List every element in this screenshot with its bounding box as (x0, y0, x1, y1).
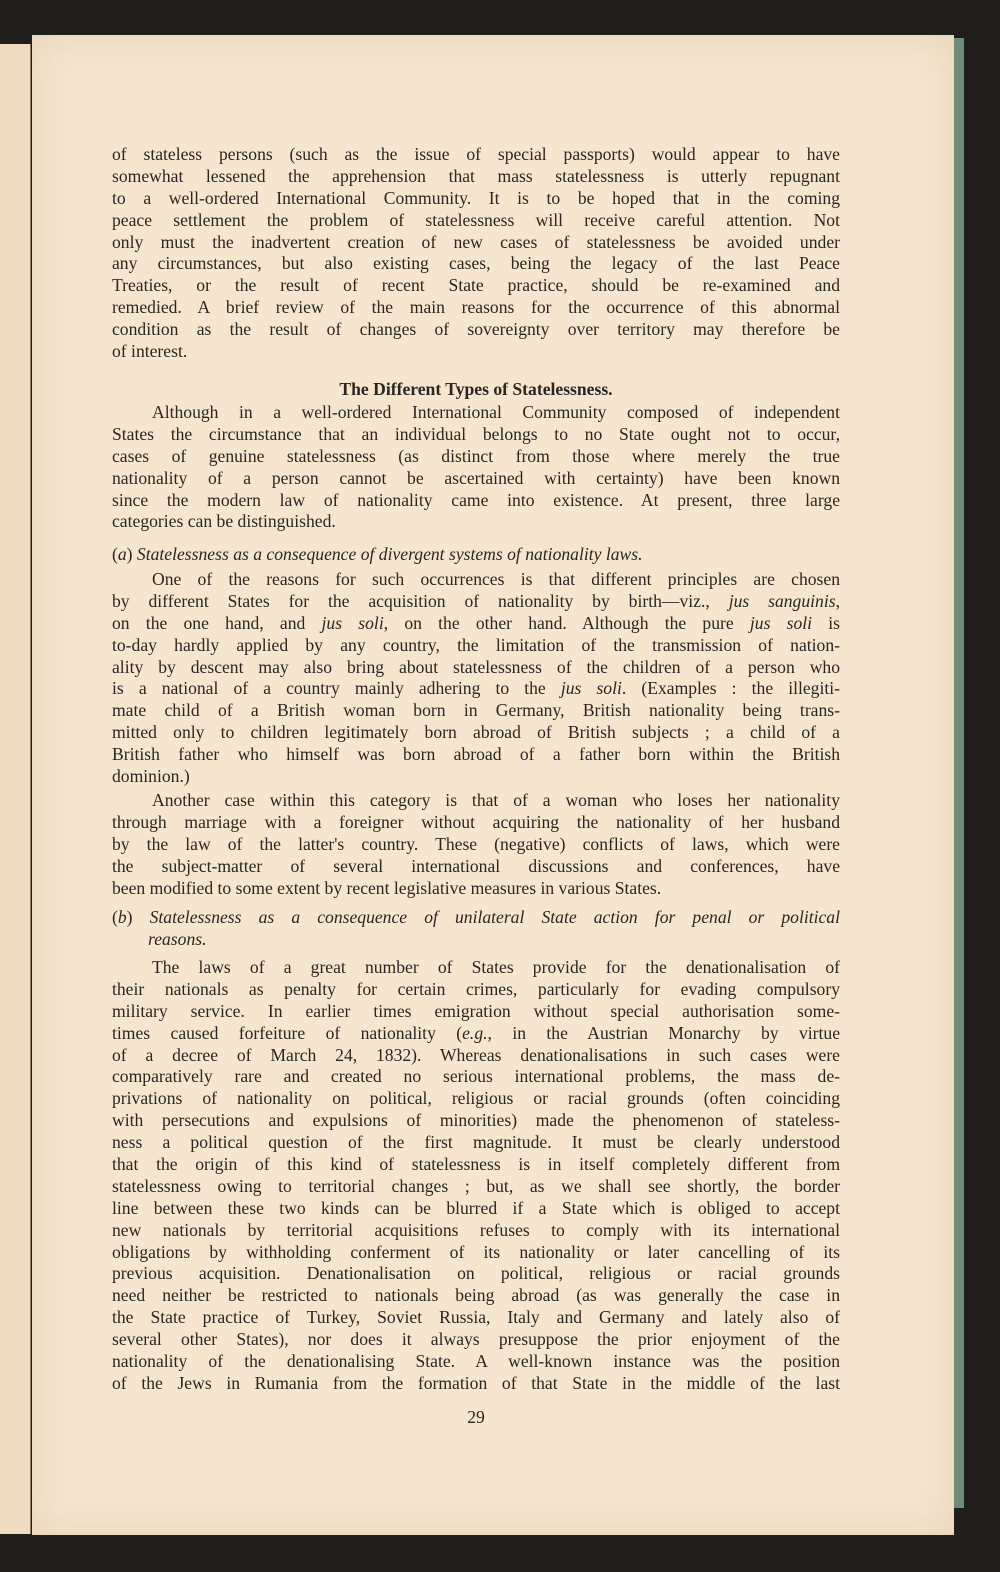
italic-text: Statelessness as a consequence of divergent systems of nationality laws. (136, 544, 643, 564)
text-line: only must the inadvertent creation of new cases of statelessness be avoided under (112, 231, 840, 252)
text-line: ality by descent may also bring about statelessness of the children of a person who (112, 656, 840, 677)
text-line: mate child of a British woman born in Germany, British nationality being trans- (112, 700, 840, 721)
text-line: statelessness owing to territorial changes ; but, as we shall see shortly, the border (112, 1175, 840, 1196)
text-line: categories can be distinguished. (112, 511, 336, 532)
text-line: to-day hardly applied by any country, the limitation of the transmission of nation- (112, 634, 840, 655)
text-line: condition as the result of changes of sovereignty over territory may therefore be (112, 319, 840, 340)
italic-text: e.g. (462, 1022, 488, 1043)
previous-page-edge (0, 44, 31, 1534)
section-heading: The Different Types of Statelessness. (339, 379, 613, 399)
text-line: nationality of the denationalising State. A well-known instance was the position (112, 1351, 840, 1372)
text-line: ness a political question of the first magnitude. It must be clearly understood (112, 1132, 840, 1153)
text-line: of the Jews in Rumania from the formation of that State in the middle of the last (112, 1372, 840, 1393)
page-number: 29 (467, 1407, 485, 1427)
text-line: previous acquisition. Denationalisation on political, religious or racial grounds (112, 1263, 840, 1284)
italic-text: jus soli (321, 612, 384, 633)
text-line: privations of nationality on political, religious or racial grounds (often coinciding (112, 1088, 840, 1109)
text-line: with persecutions and expulsions of minorities) made the phenomenon of stateless- (112, 1110, 840, 1131)
italic-text: a (117, 544, 127, 564)
text-line: been modified to some extent by recent legislative measures in various States. (112, 877, 662, 898)
text-line: of a decree of March 24, 1832). Whereas denationalisations in such cases were (112, 1044, 840, 1065)
text-line: times caused forfeiture of nationality (e.g., in the Austrian Monarchy by virtue (112, 1022, 840, 1043)
text-line: One of the reasons for such occurrences is that different principles are chosen (152, 569, 840, 589)
paragraph-types (112, 402, 840, 533)
text-line: their nationals as penalty for certain crimes, particularly for evading compulsory (112, 978, 840, 999)
text-line: peace settlement the problem of statelessness will receive careful attention. Not (112, 209, 840, 230)
italic-text: Statelessness as a consequence of unilateral State action for penal or political (149, 907, 840, 927)
text-line: the subject-matter of several international discussions and conferences, have (112, 855, 840, 876)
text-line: cases of genuine statelessness (as distinct from those where merely the true (112, 445, 840, 466)
text-line: obligations by withholding conferment of its nationality or later cancelling of its (112, 1241, 840, 1262)
text-line: is a national of a country mainly adhering to the jus soli. (Examples : the illegiti- (112, 678, 841, 699)
text-line: British father who himself was born abroad of a father born within the British (112, 744, 840, 765)
text-line: (a) Statelessness as a consequence of divergent systems of nationality laws. (112, 544, 643, 564)
text-line: (b) Statelessness as a consequence of unilateral State action for penal or political (112, 907, 840, 927)
text-line: of stateless persons (such as the issue of special passports) would appear to have (112, 144, 840, 164)
text-line: Another case within this category is that of a woman who loses her nationality (152, 790, 840, 810)
text-line: The laws of a great number of States provide for the denationalisation of (152, 957, 840, 977)
italic-text: reasons. (148, 928, 207, 949)
text-line: the State practice of Turkey, Soviet Russia, Italy and Germany and lately also of (112, 1307, 840, 1328)
text-line: military service. In earlier times emigration without special authorisation some- (112, 1000, 840, 1021)
paragraph-marriage (112, 790, 840, 899)
text-line: of interest. (112, 341, 188, 362)
text-line: any circumstances, but also existing cases, being the legacy of the last Peace (112, 253, 840, 274)
paragraph-divergent-laws (112, 569, 840, 788)
text-line: several other States), nor does it always presuppose the prior enjoyment of the (112, 1329, 840, 1350)
text-line (112, 929, 840, 951)
text-line: by different States for the acquisition of nationality by birth—viz., jus sanguinis, (112, 590, 840, 611)
italic-text: jus sanguinis (728, 590, 836, 611)
italic-text: jus soli (560, 678, 622, 699)
text-line: remedied. A brief review of the main reasons for the occurrence of this abnormal (112, 297, 840, 318)
text-line: nationality of a person cannot be ascertained with certainty) have been known (112, 467, 840, 488)
italic-text: jus soli (749, 612, 813, 633)
text-line: on the one hand, and jus soli, on the other hand. Although the pure jus soli is (112, 612, 841, 633)
text-line: somewhat lessened the apprehension that mass statelessness is utterly repugnant (112, 165, 840, 186)
text-line: need neither be restricted to nationals being abroad (as was generally the case in (112, 1285, 840, 1306)
text-line: by the law of the latter's country. These (negative) conflicts of laws, which were (112, 833, 840, 854)
text-line: since the modern law of nationality came into existence. At present, three large (112, 489, 840, 510)
text-line: through marriage with a foreigner without acquiring the nationality of her husband (112, 811, 840, 832)
text-line: dominion.) (112, 766, 190, 787)
text-line: Although in a well-ordered International Community composed of independent (152, 402, 840, 422)
text-line: to a well-ordered International Community. It is to be hoped that in the coming (112, 187, 840, 208)
text-line: line between these two kinds can be blurred if a State which is obliged to accept (112, 1197, 840, 1218)
subheading-b (112, 907, 840, 951)
paragraph-denationalisation (112, 957, 840, 1395)
text-line: Treaties, or the result of recent State practice, should be re-examined and (112, 275, 840, 296)
text-line: States the circumstance that an individual belongs to no State ought not to occur, (112, 423, 840, 444)
text-line: that the origin of this kind of statelessness is in itself completely different from (112, 1154, 840, 1175)
text-line: new nationals by territorial acquisitions refuses to comply with its international (112, 1219, 840, 1240)
italic-text: b (117, 907, 127, 927)
subheading-a (112, 544, 840, 566)
text-line: mitted only to children legitimately born abroad of British subjects ; a child of a (112, 722, 840, 743)
text-line: comparatively rare and created no serious international problems, the mass de- (112, 1066, 840, 1087)
paragraph-intro (112, 144, 840, 363)
book-cover-edge (954, 38, 964, 1508)
